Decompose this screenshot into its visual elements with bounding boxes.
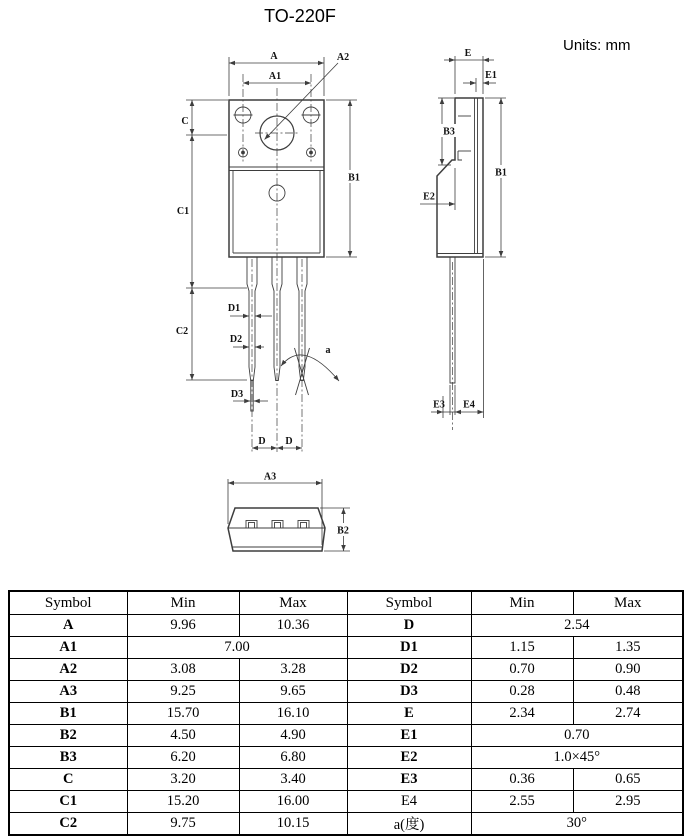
table-cell: B2 (9, 725, 127, 747)
table-cell: 10.36 (239, 615, 347, 637)
table-row (9, 637, 683, 659)
header-max-left: Max (239, 591, 347, 615)
table-cell: D2 (347, 659, 471, 681)
dim-label-alpha: a (325, 345, 331, 356)
table-cell: 15.70 (127, 703, 239, 725)
dim-label-e: E (464, 48, 472, 59)
dim-label-a1: A1 (268, 71, 282, 82)
table-row (9, 813, 683, 836)
table-cell: 1.35 (573, 637, 683, 659)
table-cell: 9.25 (127, 681, 239, 703)
table-cell: 10.15 (239, 813, 347, 836)
dim-label-d2: D2 (229, 334, 243, 345)
header-symbol-left: Symbol (9, 591, 127, 615)
table-cell: D (347, 615, 471, 637)
table-row (9, 681, 683, 703)
table-row (9, 659, 683, 681)
table-cell: 3.08 (127, 659, 239, 681)
bottom-view (228, 472, 353, 552)
table-cell: E2 (347, 747, 471, 769)
header-symbol-right: Symbol (347, 591, 471, 615)
table-cell: 0.70 (471, 725, 683, 747)
table-cell: 2.34 (471, 703, 573, 725)
dim-label-d3: D3 (230, 389, 244, 400)
table-cell: C1 (9, 791, 127, 813)
table-cell: C (9, 769, 127, 791)
table-cell: a(度) (347, 813, 471, 836)
table-cell: 0.65 (573, 769, 683, 791)
dim-label-d-left: D (258, 436, 266, 447)
table-cell: E1 (347, 725, 471, 747)
side-view (420, 48, 511, 430)
table-cell: 1.15 (471, 637, 573, 659)
table-cell: C2 (9, 813, 127, 836)
table-row (9, 747, 683, 769)
table-cell: 15.20 (127, 791, 239, 813)
table-cell: 4.90 (239, 725, 347, 747)
table-cell: 16.00 (239, 791, 347, 813)
page-title: TO-220F (264, 6, 336, 26)
table-cell: 1.0×45° (471, 747, 683, 769)
table-row (9, 725, 683, 747)
table-cell: 0.90 (573, 659, 683, 681)
table-cell: 0.36 (471, 769, 573, 791)
table-header-row (9, 591, 683, 615)
dimension-table (8, 590, 684, 836)
dim-label-a: A (270, 51, 278, 62)
header-max-right: Max (573, 591, 683, 615)
dim-label-e2: E2 (423, 191, 435, 203)
table-row (9, 791, 683, 813)
dim-label-b1-side: B1 (495, 167, 507, 179)
table-cell: B1 (9, 703, 127, 725)
table-cell: 7.00 (127, 637, 347, 659)
table-cell: A2 (9, 659, 127, 681)
table-cell: 3.28 (239, 659, 347, 681)
table-cell: 9.75 (127, 813, 239, 836)
table-cell: 2.74 (573, 703, 683, 725)
dim-label-d-right: D (285, 436, 293, 447)
header-min-right: Min (471, 591, 573, 615)
dim-label-d1: D1 (227, 303, 241, 314)
table-cell: 6.20 (127, 747, 239, 769)
table-cell: A3 (9, 681, 127, 703)
dim-label-c1: C1 (176, 206, 190, 217)
table-cell: 16.10 (239, 703, 347, 725)
dim-label-a3: A3 (263, 471, 277, 483)
table-cell: 9.65 (239, 681, 347, 703)
dim-label-e1: E1 (485, 70, 497, 81)
table-row (9, 769, 683, 791)
table-row (9, 703, 683, 725)
header-min-left: Min (127, 591, 239, 615)
table-row (9, 615, 683, 637)
dim-label-b2: B2 (337, 525, 349, 537)
front-view (176, 51, 364, 452)
units-label: Units: mm (563, 37, 631, 54)
table-cell: E4 (347, 791, 471, 813)
dim-label-b1-front: B1 (348, 172, 360, 184)
dim-label-b3: B3 (443, 126, 455, 138)
dim-label-e4: E4 (463, 399, 475, 411)
table-cell: 2.54 (471, 615, 683, 637)
table-cell: 2.55 (471, 791, 573, 813)
table-cell: A (9, 615, 127, 637)
table-cell: 0.28 (471, 681, 573, 703)
table-cell: 0.70 (471, 659, 573, 681)
table-cell: 6.80 (239, 747, 347, 769)
table-cell: 3.20 (127, 769, 239, 791)
table-cell: 0.48 (573, 681, 683, 703)
dim-label-a2: A2 (336, 52, 350, 63)
dim-label-c: C (181, 116, 189, 127)
table-cell: B3 (9, 747, 127, 769)
dim-label-c2: C2 (175, 326, 189, 337)
table-cell: D3 (347, 681, 471, 703)
dim-label-e3: E3 (433, 399, 445, 411)
table-cell: A1 (9, 637, 127, 659)
lead-cross-sections (246, 521, 309, 529)
table-cell: 4.50 (127, 725, 239, 747)
table-cell: 2.95 (573, 791, 683, 813)
table-cell: D1 (347, 637, 471, 659)
table-cell: 3.40 (239, 769, 347, 791)
table-cell: 9.96 (127, 615, 239, 637)
table-cell: E (347, 703, 471, 725)
table-cell: 30° (471, 813, 683, 836)
table-cell: E3 (347, 769, 471, 791)
